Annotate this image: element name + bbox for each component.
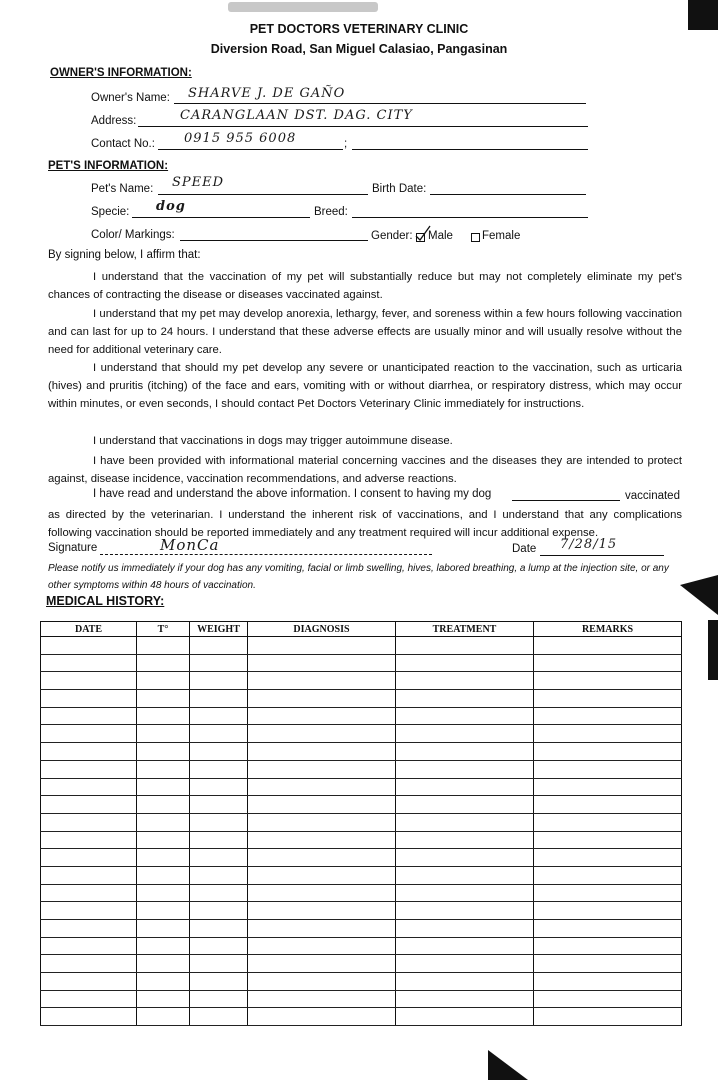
table-cell[interactable] (190, 743, 248, 761)
table-row (41, 637, 682, 655)
table-cell[interactable] (190, 725, 248, 743)
table-cell[interactable] (41, 973, 137, 991)
owner-name-line (174, 103, 586, 104)
table-cell[interactable] (248, 707, 396, 725)
scan-corner-bottom (488, 1050, 528, 1080)
table-cell[interactable] (137, 990, 190, 1008)
table-row (41, 1008, 682, 1026)
signature-value[interactable]: MonCa (160, 536, 220, 554)
table-cell[interactable] (396, 955, 534, 973)
pet-section-title: PET'S INFORMATION: (48, 160, 169, 172)
table-cell[interactable] (534, 672, 682, 690)
date-label: Date (512, 543, 537, 555)
table-row (41, 796, 682, 814)
table-cell[interactable] (190, 955, 248, 973)
table-cell[interactable] (534, 796, 682, 814)
contact-line-2 (352, 149, 588, 150)
table-cell[interactable] (534, 920, 682, 938)
table-cell[interactable] (137, 1008, 190, 1026)
table-cell[interactable] (41, 725, 137, 743)
scan-edge-shadow (680, 575, 718, 615)
table-cell[interactable] (41, 920, 137, 938)
table-row (41, 902, 682, 920)
table-cell[interactable] (41, 990, 137, 1008)
table-row (41, 866, 682, 884)
consent-paragraph-1: I understand that the vaccination of my pet will substantially reduce but may not completely eliminate my pet's chances of contracting the disease or diseases vaccinated against. (48, 271, 682, 301)
table-cell[interactable] (248, 937, 396, 955)
contact-label: Contact No.: (91, 138, 155, 150)
col-temp-header: T° (137, 622, 190, 637)
table-cell[interactable] (534, 743, 682, 761)
table-row (41, 813, 682, 831)
table-row (41, 725, 682, 743)
table-cell[interactable] (190, 884, 248, 902)
table-cell[interactable] (534, 973, 682, 991)
table-cell[interactable] (137, 654, 190, 672)
table-cell[interactable] (137, 690, 190, 708)
table-cell[interactable] (396, 760, 534, 778)
table-row (41, 937, 682, 955)
col-remarks-header: REMARKS (534, 622, 682, 637)
table-cell[interactable] (190, 637, 248, 655)
table-cell[interactable] (190, 902, 248, 920)
table-cell[interactable] (41, 654, 137, 672)
table-cell[interactable] (41, 707, 137, 725)
table-cell[interactable] (190, 849, 248, 867)
table-row (41, 707, 682, 725)
birth-date-line (430, 194, 586, 195)
consent-intro: By signing below, I affirm that: (48, 249, 201, 261)
table-cell[interactable] (41, 1008, 137, 1026)
color-markings-line (180, 240, 368, 241)
table-cell[interactable] (248, 690, 396, 708)
table-cell[interactable] (137, 707, 190, 725)
table-cell[interactable] (190, 937, 248, 955)
table-cell[interactable] (190, 760, 248, 778)
table-cell[interactable] (248, 849, 396, 867)
table-header-row (41, 622, 682, 637)
table-cell[interactable] (248, 672, 396, 690)
specie-line (132, 217, 310, 218)
table-cell[interactable] (396, 1008, 534, 1026)
table-cell[interactable] (41, 866, 137, 884)
table-cell[interactable] (248, 743, 396, 761)
address-value[interactable]: CARANGLAAN DST. DAG. CITY (180, 108, 413, 123)
female-checkbox[interactable] (471, 233, 480, 242)
table-cell[interactable] (248, 778, 396, 796)
table-cell[interactable] (41, 743, 137, 761)
table-cell[interactable] (248, 973, 396, 991)
owner-name-label: Owner's Name: (91, 92, 170, 104)
table-cell[interactable] (248, 654, 396, 672)
table-row (41, 690, 682, 708)
table-cell[interactable] (137, 760, 190, 778)
table-cell[interactable] (137, 672, 190, 690)
table-row (41, 654, 682, 672)
table-cell[interactable] (396, 725, 534, 743)
table-cell[interactable] (534, 690, 682, 708)
table-cell[interactable] (534, 760, 682, 778)
table-cell[interactable] (41, 831, 137, 849)
table-cell[interactable] (137, 866, 190, 884)
table-cell[interactable] (396, 866, 534, 884)
table-row (41, 884, 682, 902)
contact-line (158, 149, 343, 150)
consent-paragraph-3: I understand that should my pet develop any severe or unanticipated reaction to the vaccination, such as urticaria (hives) and pruritis (itching) of the face and ears, vomiting with or without diarrhea, or respiratory distress, which may occur within minutes, or even seconds, I should contact Pet Doctors Veterinary Clinic immediately for instructions. (48, 362, 682, 410)
table-cell[interactable] (41, 849, 137, 867)
table-cell[interactable] (396, 990, 534, 1008)
table-cell[interactable] (41, 813, 137, 831)
table-cell[interactable] (41, 937, 137, 955)
table-cell[interactable] (248, 884, 396, 902)
owner-name-value[interactable]: SHARVE J. DE GAÑO (188, 86, 346, 101)
table-cell[interactable] (396, 778, 534, 796)
female-label: Female (482, 230, 521, 242)
table-cell[interactable] (396, 813, 534, 831)
table-cell[interactable] (248, 990, 396, 1008)
table-cell[interactable] (396, 672, 534, 690)
table-cell[interactable] (190, 796, 248, 814)
table-row (41, 955, 682, 973)
table-cell[interactable] (248, 831, 396, 849)
table-cell[interactable] (190, 672, 248, 690)
table-cell[interactable] (248, 760, 396, 778)
table-cell[interactable] (137, 831, 190, 849)
table-row (41, 743, 682, 761)
table-row (41, 920, 682, 938)
table-cell[interactable] (41, 955, 137, 973)
table-cell[interactable] (190, 831, 248, 849)
table-cell[interactable] (396, 849, 534, 867)
dog-vaccine-line (512, 500, 620, 501)
pet-name-label: Pet's Name: (91, 183, 154, 195)
table-cell[interactable] (190, 654, 248, 672)
scan-smudge (228, 2, 378, 12)
table-cell[interactable] (137, 920, 190, 938)
table-cell[interactable] (190, 813, 248, 831)
table-cell[interactable] (396, 920, 534, 938)
table-cell[interactable] (137, 973, 190, 991)
consent-paragraph-5: I have been provided with informational material concerning vaccines and the diseases they are intended to protect against, disease incidence, vaccination recommendations, and adverse reactions. (48, 455, 682, 485)
table-cell[interactable] (534, 707, 682, 725)
table-cell[interactable] (248, 920, 396, 938)
consent-paragraph-6a: I have read and understand the above information. I consent to having my dog (93, 488, 492, 500)
table-cell[interactable] (396, 707, 534, 725)
table-cell[interactable] (137, 725, 190, 743)
scan-edge-right (708, 620, 718, 680)
male-label: Male (428, 230, 453, 242)
table-cell[interactable] (190, 707, 248, 725)
owner-section-title: OWNER'S INFORMATION: (50, 67, 192, 79)
table-cell[interactable] (396, 884, 534, 902)
table-cell[interactable] (137, 849, 190, 867)
table-cell[interactable] (396, 973, 534, 991)
clinic-address: Diversion Road, San Miguel Calasiao, Pangasinan (210, 42, 508, 56)
table-cell[interactable] (190, 990, 248, 1008)
table-cell[interactable] (248, 813, 396, 831)
medical-history-body (41, 637, 682, 1026)
table-cell[interactable] (534, 778, 682, 796)
table-cell[interactable] (534, 902, 682, 920)
table-cell[interactable] (190, 973, 248, 991)
table-cell[interactable] (41, 796, 137, 814)
table-cell[interactable] (534, 637, 682, 655)
table-cell[interactable] (534, 990, 682, 1008)
table-cell[interactable] (396, 690, 534, 708)
specie-value[interactable]: dog (156, 199, 186, 214)
clinic-name: PET DOCTORS VETERINARY CLINIC (249, 22, 469, 36)
gender-label: Gender: (371, 230, 413, 242)
table-cell[interactable] (534, 866, 682, 884)
table-cell[interactable] (396, 743, 534, 761)
table-cell[interactable] (396, 796, 534, 814)
notification-note: Please notify us immediately if your dog has any vomiting, facial or limb swelling, hives, labored breathing, a lump at the injection site, or any other symptoms within 48 hours of vaccination. (48, 563, 669, 591)
table-cell[interactable] (534, 813, 682, 831)
table-cell[interactable] (534, 955, 682, 973)
table-cell[interactable] (190, 866, 248, 884)
birth-date-label: Birth Date: (372, 183, 427, 195)
pet-name-line (158, 194, 368, 195)
table-cell[interactable] (248, 955, 396, 973)
consent-paragraph-2: I understand that my pet may develop anorexia, lethargy, fever, and soreness within a few hours following vaccination and can last for up to 24 hours. I understand that these adverse effects are usually minor and will usually resolve without the need for additional veterinary care. (48, 308, 682, 356)
table-cell[interactable] (534, 1008, 682, 1026)
table-cell[interactable] (41, 778, 137, 796)
table-cell[interactable] (248, 1008, 396, 1026)
table-cell[interactable] (41, 902, 137, 920)
table-cell[interactable] (248, 866, 396, 884)
table-cell[interactable] (41, 672, 137, 690)
table-cell[interactable] (190, 690, 248, 708)
table-cell[interactable] (534, 831, 682, 849)
table-cell[interactable] (41, 884, 137, 902)
contact-value[interactable]: 0915 955 6008 (184, 131, 297, 146)
table-cell[interactable] (137, 902, 190, 920)
table-cell[interactable] (248, 796, 396, 814)
table-cell[interactable] (534, 937, 682, 955)
table-row (41, 831, 682, 849)
table-row (41, 990, 682, 1008)
pet-name-value[interactable]: SPEED (172, 175, 225, 190)
table-cell[interactable] (396, 637, 534, 655)
medical-history-title: MEDICAL HISTORY: (46, 594, 165, 608)
col-treatment-header: TREATMENT (396, 622, 534, 637)
date-line (540, 555, 664, 556)
table-cell[interactable] (396, 654, 534, 672)
col-diagnosis-header: DIAGNOSIS (248, 622, 396, 637)
table-row (41, 778, 682, 796)
table-cell[interactable] (534, 884, 682, 902)
table-cell[interactable] (190, 778, 248, 796)
contact-separator: ; (344, 138, 348, 150)
table-cell[interactable] (137, 884, 190, 902)
signature-label: Signature (48, 542, 98, 554)
table-cell[interactable] (248, 725, 396, 743)
consent-paragraph-4: I understand that vaccinations in dogs may trigger autoimmune disease. (93, 435, 453, 447)
table-cell[interactable] (190, 1008, 248, 1026)
table-row (41, 760, 682, 778)
table-cell[interactable] (137, 743, 190, 761)
address-line (138, 126, 588, 127)
col-weight-header: WEIGHT (190, 622, 248, 637)
table-cell[interactable] (137, 778, 190, 796)
table-cell[interactable] (41, 637, 137, 655)
scan-edge-top-right (688, 0, 718, 30)
medical-history-table (40, 621, 682, 1026)
breed-label: Breed: (314, 206, 348, 218)
table-cell[interactable] (396, 937, 534, 955)
breed-line (352, 217, 588, 218)
signature-line (100, 554, 432, 555)
table-cell[interactable] (137, 796, 190, 814)
table-cell[interactable] (534, 725, 682, 743)
table-cell[interactable] (41, 760, 137, 778)
color-markings-label: Color/ Markings: (91, 229, 175, 241)
table-cell[interactable] (137, 937, 190, 955)
table-cell[interactable] (248, 637, 396, 655)
table-row (41, 849, 682, 867)
table-row (41, 973, 682, 991)
table-cell[interactable] (534, 849, 682, 867)
col-date-header: DATE (41, 622, 137, 637)
table-cell[interactable] (137, 813, 190, 831)
table-cell[interactable] (137, 955, 190, 973)
date-value[interactable]: 7/28/15 (560, 537, 618, 552)
table-cell[interactable] (396, 831, 534, 849)
table-row (41, 672, 682, 690)
table-cell[interactable] (137, 637, 190, 655)
table-cell[interactable] (396, 902, 534, 920)
consent-paragraph-6b: vaccinated (625, 490, 680, 502)
table-cell[interactable] (190, 920, 248, 938)
table-cell[interactable] (41, 690, 137, 708)
address-label: Address: (91, 115, 137, 127)
table-cell[interactable] (534, 654, 682, 672)
specie-label: Specie: (91, 206, 130, 218)
table-cell[interactable] (248, 902, 396, 920)
consent-paragraph-6c: as directed by the veterinarian. I understand the inherent risk of vaccinations, and I understand that any complications following vaccination should be reported immediately and any treatment required will incur additional expense. (48, 509, 682, 539)
